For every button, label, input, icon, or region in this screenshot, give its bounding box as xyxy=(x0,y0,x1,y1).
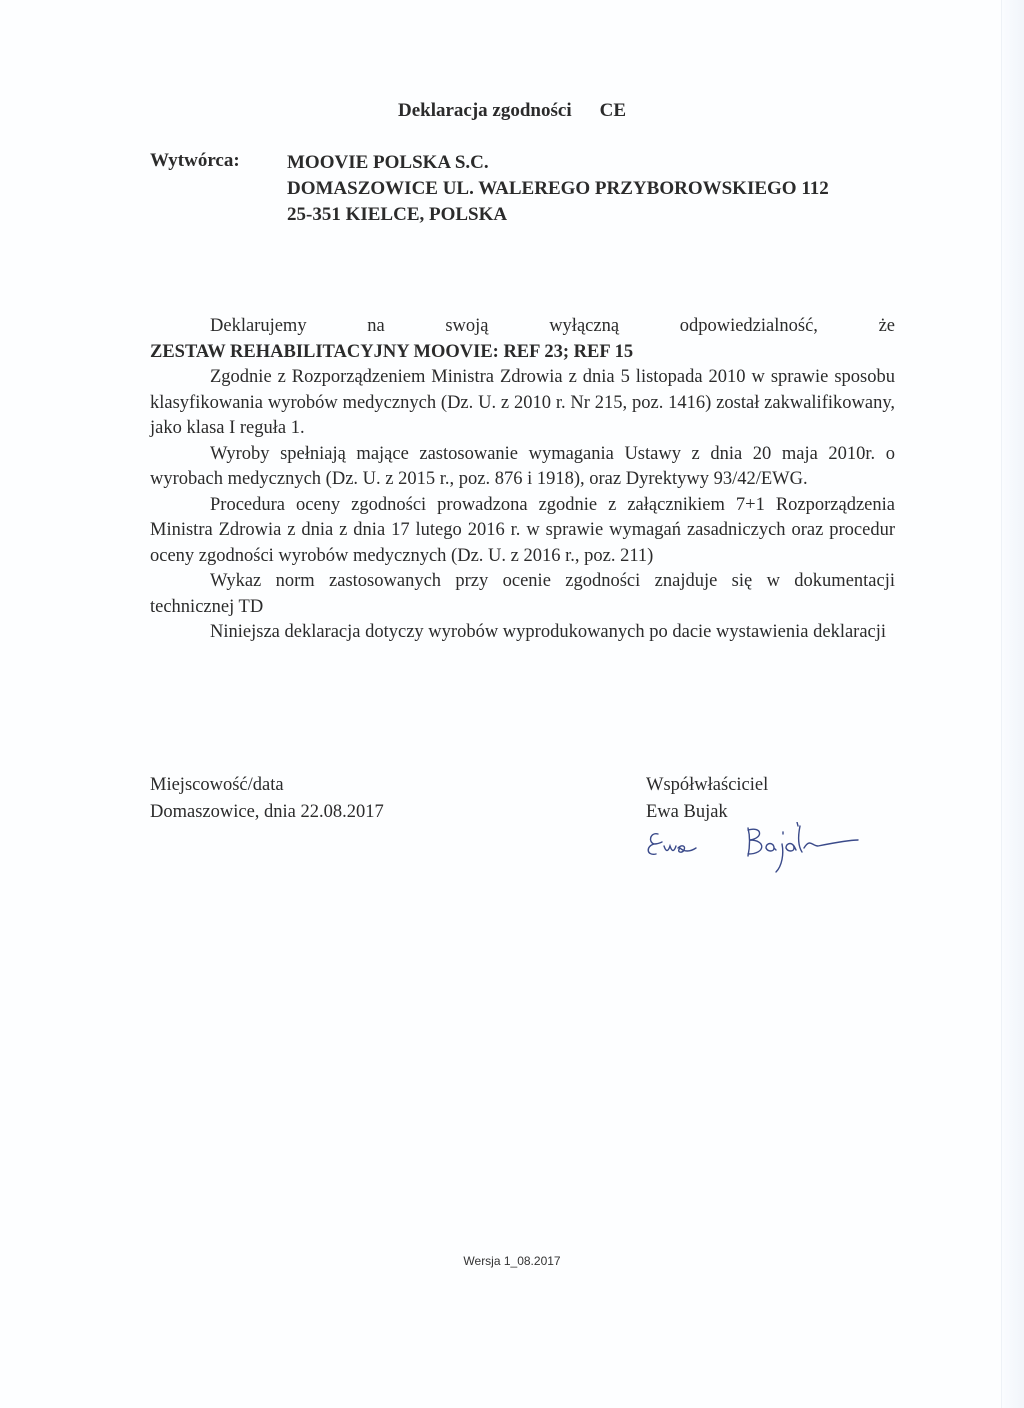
paragraph-standards: Wykaz norm zastosowanych przy ocenie zgodności znajduje się w dokumentacji technicznej TD xyxy=(150,571,895,617)
signer-role: Współwłaściciel xyxy=(646,775,769,795)
paragraph-procedure: Procedura oceny zgodności prowadzona zgodnie z załącznikiem 7+1 Rozporządzenia Ministra Zdrowia z dnia z dnia 17 lutego 2016 r. w sprawie wymagań zasadniczych oraz procedur oceny zgodności wyrobów medycznych (Dz. U. z 2016 r., poz. 211) xyxy=(150,494,895,566)
title-suffix: CE xyxy=(599,100,627,121)
lead-word: Deklarujemy xyxy=(210,316,307,336)
manufacturer-label: Wytwórca: xyxy=(150,150,240,171)
manufacturer-address xyxy=(287,150,829,228)
handwritten-signature xyxy=(640,822,920,882)
manufacturer-city: 25-351 KIELCE, POLSKA xyxy=(287,204,508,225)
document-title xyxy=(0,100,1024,122)
manufacturer-name: MOOVIE POLSKA S.C. xyxy=(287,152,489,173)
paragraph-classification: Zgodnie z Rozporządzeniem Ministra Zdrowia z dnia 5 listopada 2010 w sprawie sposobu klasyfikowania wyrobów medycznych (Dz. U. z 2010 r. Nr 215, poz. 1416) został zakwalifikowany, jako klasa I reguła 1. xyxy=(150,367,895,438)
title-text: Deklaracja zgodności xyxy=(397,100,572,121)
declaration-body xyxy=(150,314,895,646)
paragraph-scope: Niniejsza deklaracja dotyczy wyrobów wyprodukowanych po dacie wystawienia deklaracji xyxy=(210,622,887,642)
version-footer: Wersja 1_08.2017 xyxy=(463,1254,561,1268)
place-date-block xyxy=(150,772,384,826)
lead-sentence xyxy=(150,314,895,340)
lead-word: wyłączną xyxy=(549,316,620,336)
manufacturer-street: DOMASZOWICE UL. WALEREGO PRZYBOROWSKIEGO 112 xyxy=(287,178,829,199)
lead-word: na xyxy=(367,316,385,336)
place-date-value: Domaszowice, dnia 22.08.2017 xyxy=(150,802,384,822)
lead-word: że xyxy=(878,316,895,336)
paragraph-requirements: Wyroby spełniają mające zastosowanie wymagania Ustawy z dnia 20 maja 2010r. o wyrobach medycznych (Dz. U. z 2015 r., poz. 876 i 1918), oraz Dyrektywy 93/42/EWG. xyxy=(150,443,895,489)
lead-word: odpowiedzialność, xyxy=(679,316,818,336)
lead-word: swoją xyxy=(445,316,489,336)
signer-block xyxy=(646,772,768,826)
place-date-label: Miejscowość/data xyxy=(150,775,284,795)
product-name: ZESTAW REHABILITACYJNY MOOVIE: REF 23; REF 15 xyxy=(150,341,634,362)
signer-name: Ewa Bujak xyxy=(646,802,728,822)
scan-page-edge xyxy=(1001,0,1024,1408)
